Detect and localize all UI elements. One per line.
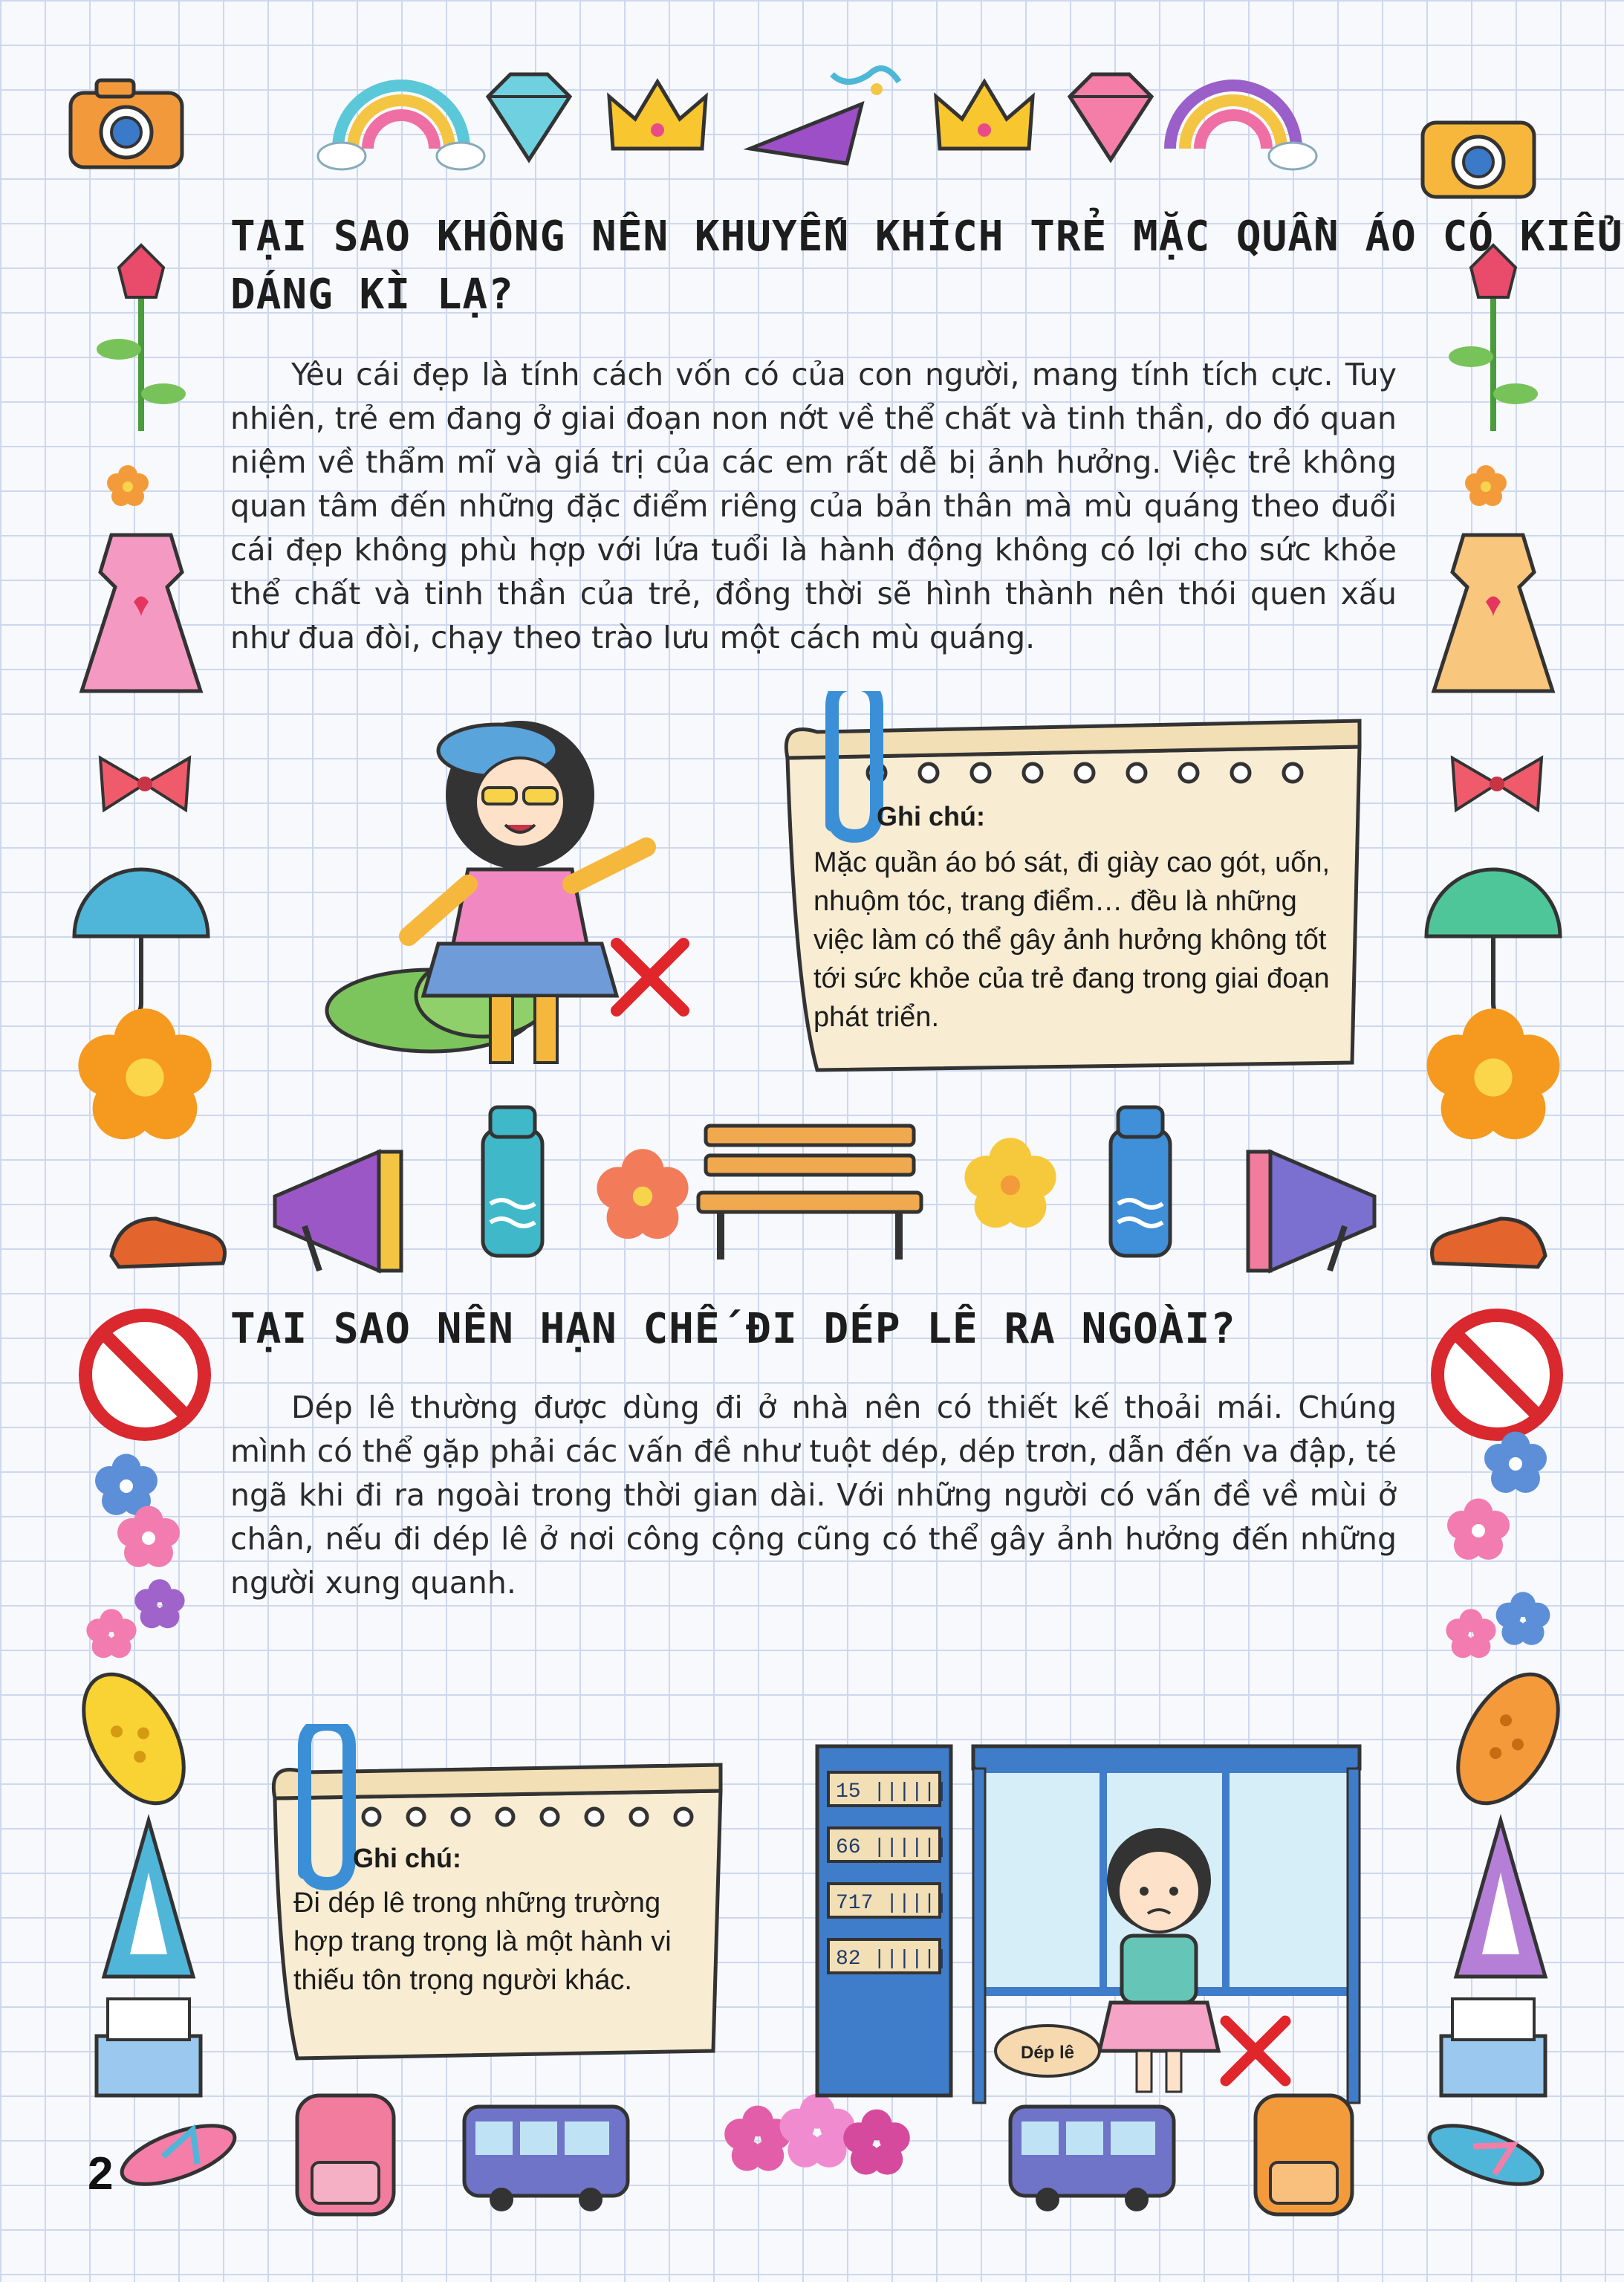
girl-illustration bbox=[297, 698, 743, 1092]
bus-sign-line: 717 ||||| bbox=[836, 1892, 949, 1915]
flower-icon bbox=[107, 465, 149, 506]
cross-icon bbox=[1226, 2021, 1285, 2081]
flip-flop-icon bbox=[1423, 2113, 1550, 2196]
megaphone-icon bbox=[1248, 1152, 1374, 1271]
umbrella-icon bbox=[1426, 869, 1560, 1018]
bus-sign-line: 66 |||||| bbox=[836, 1836, 949, 1859]
flower-icon bbox=[1446, 1609, 1495, 1658]
bow-icon bbox=[100, 758, 189, 810]
note1-title: Ghi chú: bbox=[877, 801, 985, 832]
slipper-tag: Dép lê bbox=[1020, 2043, 1075, 2063]
megaphone-icon bbox=[275, 1152, 401, 1271]
set-square-icon bbox=[104, 1821, 193, 1977]
crown-icon bbox=[609, 82, 706, 149]
rainbow-icon bbox=[1170, 85, 1316, 169]
water-bottle-icon bbox=[483, 1107, 542, 1256]
section1-title-line2: DÁNG KÌ LẠ? bbox=[230, 270, 514, 319]
shoe-icon bbox=[111, 1219, 225, 1267]
dress-icon bbox=[1434, 535, 1553, 691]
bus-icon bbox=[464, 2107, 628, 2211]
no-entry-sign-icon bbox=[1438, 1315, 1556, 1434]
flip-flop-icon bbox=[115, 2113, 242, 2196]
flower-icon bbox=[134, 1579, 184, 1628]
basket-icon bbox=[97, 1999, 201, 2095]
flower-icon bbox=[597, 1149, 688, 1239]
flower-icon bbox=[1447, 1499, 1510, 1560]
section1-paragraph-text: Yêu cái đẹp là tính cách vốn có của con người, mang tính tích cực. Tuy nhiên, trẻ em đang ở giai đoạn non nớt về thể chất và tinh thần, do đó quan niệm về thẩm mĩ và giá trị của các em rất dễ bị ảnh hưởng. Việc trẻ không quan tâm đến những đặc điểm riêng của bản thân mà mù quáng theo đuổi cái đẹp không phù hợp với lứa tuổi là hành động không có lợi cho sức khỏe thể chất và tinh thần của trẻ, đồng thời sẽ hình thành nên thói quen xấu như đua đòi, chạy theo trào lưu một cách mù quáng. bbox=[230, 357, 1397, 655]
bus-sign-line: 15 |||||| bbox=[836, 1780, 949, 1803]
flower-icon bbox=[78, 1008, 211, 1139]
cross-icon bbox=[617, 944, 683, 1011]
section1-title bbox=[230, 208, 1623, 324]
slipper-icon bbox=[63, 1657, 204, 1821]
note-card-2 bbox=[260, 1724, 735, 2066]
bow-icon bbox=[1452, 758, 1542, 810]
water-bottle-icon bbox=[1111, 1107, 1170, 1256]
bus-icon bbox=[1010, 2107, 1174, 2211]
diamond-icon bbox=[488, 74, 570, 160]
flower-icon bbox=[964, 1138, 1056, 1228]
note1-body: Mặc quần áo bó sát, đi giày cao gót, uốn, nhuộm tóc, trang điểm… đều là những việc làm có thể gây ảnh hưởng không tốt tới sức khỏe của trẻ đang trong giai đoạn phát triển. bbox=[813, 847, 1331, 1033]
camera-icon bbox=[1423, 123, 1534, 197]
flower-icon bbox=[1426, 1008, 1559, 1139]
umbrella-icon bbox=[74, 869, 208, 1018]
party-hat-icon bbox=[750, 68, 899, 163]
section2-title: TẠI SAO NÊN HẠN CHẾ ĐI DÉP LÊ RA NGOÀI? bbox=[230, 1305, 1236, 1353]
section1-title-line1: TẠI SAO KHÔNG NÊN KHUYẾN KHÍCH TRẺ MẶC QUẦN ÁO CÓ KIỂU bbox=[230, 213, 1623, 261]
section1-paragraph bbox=[230, 353, 1397, 660]
page-number: 2 bbox=[88, 2148, 114, 2200]
no-entry-sign-icon bbox=[85, 1315, 204, 1434]
backpack-icon bbox=[297, 2095, 394, 2214]
note2-title: Ghi chú: bbox=[353, 1843, 461, 1873]
section2-paragraph bbox=[230, 1386, 1397, 1605]
set-square-icon bbox=[1456, 1821, 1545, 1977]
note-card-1 bbox=[773, 691, 1367, 1077]
camera-icon bbox=[71, 80, 182, 167]
dress-icon bbox=[82, 535, 201, 691]
diamond-icon bbox=[1070, 74, 1152, 160]
crown-icon bbox=[936, 82, 1033, 149]
shoe-icon bbox=[1432, 1219, 1546, 1267]
flower-icon bbox=[97, 245, 186, 431]
flower-icon bbox=[86, 1609, 136, 1658]
basket-icon bbox=[1441, 1999, 1545, 2095]
slipper-icon bbox=[1438, 1657, 1579, 1821]
rainbow-icon bbox=[318, 85, 484, 169]
flower-icon bbox=[117, 1506, 180, 1568]
flower-icon bbox=[1496, 1592, 1550, 1645]
section2-paragraph-text: Dép lê thường được dùng đi ở nhà nên có thiết kế thoải mái. Chúng mình có thể gặp phải các vấn đề như tuột dép, dép trơn, dẫn đến va đập, té ngã khi đi ra ngoài trong thời gian dài. Với những người có vấn đề về mùi ở chân, nếu đi dép lê ở nơi công cộng cũng có thể gây ảnh hưởng đến những người xung quanh. bbox=[230, 1390, 1397, 1601]
bench-icon bbox=[698, 1126, 921, 1260]
note2-body: Đi dép lê trong những trường hợp trang trọng là một hành vi thiếu tôn trọng người khác. bbox=[293, 1887, 672, 1996]
bus-stop-illustration bbox=[810, 1731, 1374, 2118]
bus-sign-line: 82 |||||| bbox=[836, 1948, 949, 1971]
flower-icon bbox=[1465, 465, 1507, 506]
